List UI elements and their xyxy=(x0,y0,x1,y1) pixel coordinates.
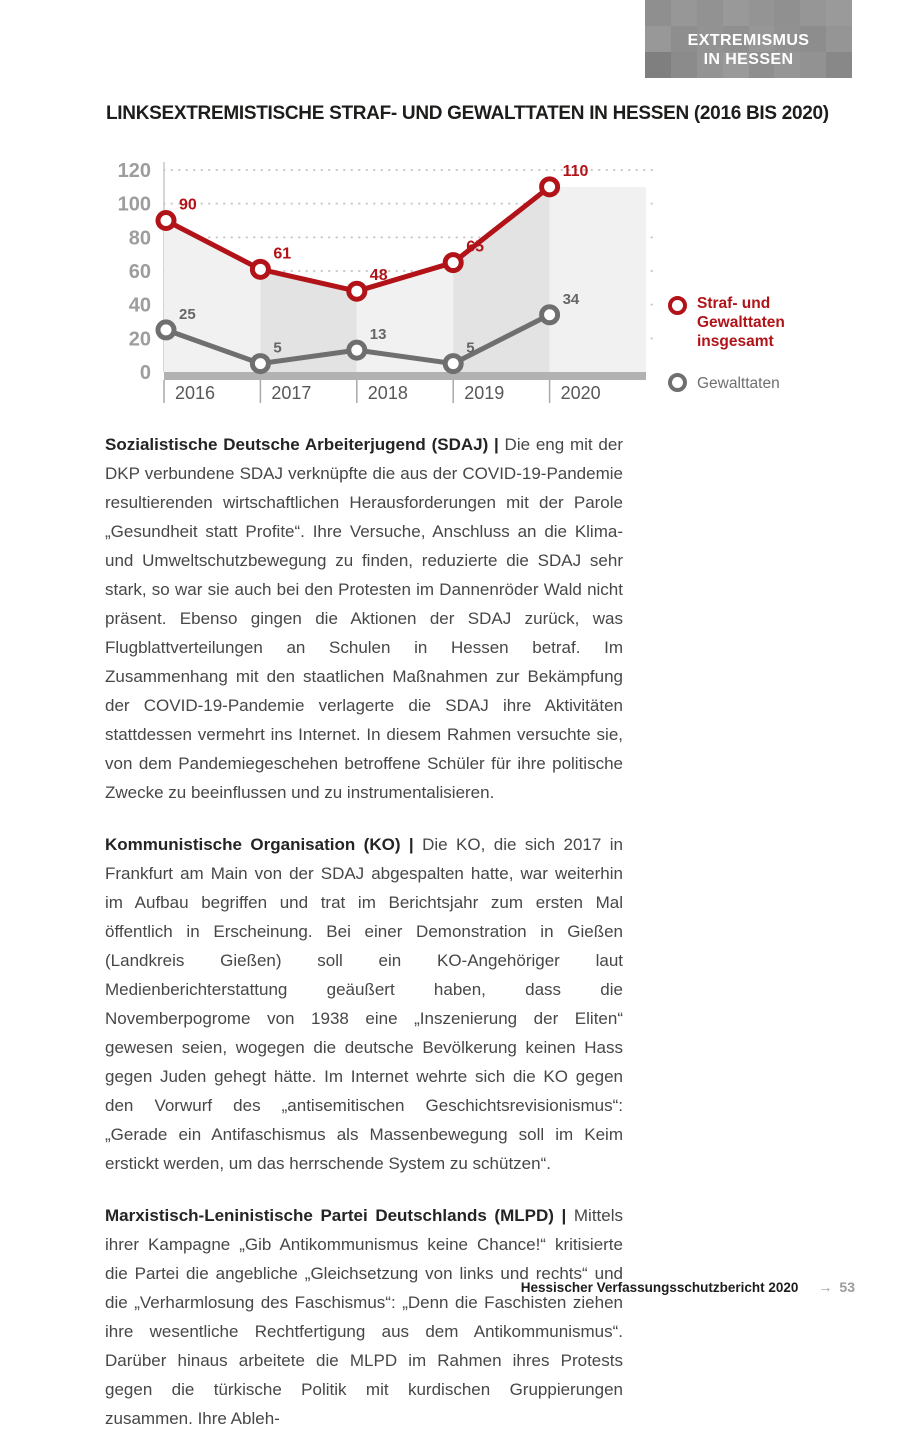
x-tick-label: 2020 xyxy=(560,383,601,403)
y-tick-label: 40 xyxy=(128,294,151,317)
extremismus-hessen-badge xyxy=(645,0,852,78)
paragraph-body: Mittels ihrer Kampagne „Gib Antikommunismus keine Chance!“ kritisierte die Partei die angebliche „Gleichsetzung von links und rechts“ und die „Verharmlosung des Faschismus“: „Denn die Faschisten ziehen ihre wesentliche Rechtfertigung aus dem Antikommunismus“. Darüber hinaus arbeitete die MLPD im Rahmen ihres Protests gegen die türkische Politik mit kurdischen Gruppierungen zusammen. Ihre Ableh- xyxy=(105,1206,623,1428)
area-band xyxy=(550,187,646,372)
chart-legend xyxy=(668,294,868,413)
y-tick-label: 100 xyxy=(117,193,151,216)
x-tick-label: 2019 xyxy=(464,383,505,403)
baseline-bar xyxy=(164,372,646,380)
data-point-marker xyxy=(445,356,461,372)
y-tick-label: 0 xyxy=(139,362,151,384)
paragraph xyxy=(105,430,623,807)
data-point-label: 13 xyxy=(369,326,387,344)
data-point-marker xyxy=(158,322,174,338)
data-point-marker xyxy=(252,356,268,372)
y-tick-label: 80 xyxy=(128,227,151,250)
data-point-marker xyxy=(252,261,268,277)
data-point-marker xyxy=(349,342,365,358)
legend-item-total xyxy=(668,294,868,351)
line-chart-svg xyxy=(100,146,660,408)
crime-chart xyxy=(100,146,660,408)
data-point-label: 61 xyxy=(273,245,292,263)
paragraph-lead: Kommunistische Organisation (KO) | xyxy=(105,835,423,854)
footer-page-number: 53 xyxy=(839,1279,855,1295)
paragraph-lead: Marxistisch-Leninistische Partei Deutschlands (MLPD) | xyxy=(105,1206,574,1225)
arrow-icon: → xyxy=(818,1279,833,1295)
body-text-column xyxy=(105,430,623,1456)
data-point-marker xyxy=(158,213,174,229)
footer-source: Hessischer Verfassungsschutzbericht 2020 xyxy=(520,1280,799,1295)
data-point-label: 25 xyxy=(179,305,196,323)
paragraph xyxy=(105,830,623,1178)
data-point-marker xyxy=(445,255,461,271)
data-point-label: 5 xyxy=(273,339,282,357)
data-point-marker xyxy=(542,307,558,323)
paragraph-body: Die eng mit der DKP verbundene SDAJ verknüpfte die aus der COVID-19-Pandemie resultierenden wirtschaftlichen Herausforderungen mit der Parole „Gesundheit statt Profite“. Ihre Versuche, Anschluss an die Klima- und Umweltschutzbewegung zu finden, reduzierte die SDAJ sehr stark, so war sie auch bei den Protesten im Dannenröder Wald nicht präsent. Ebenso gingen die Aktionen der SDAJ zurück, was Flugblattverteilungen an Schulen in Hessen betraf. Im Zusammenhang mit den staatlichen Maßnahmen zur Bekämpfung der COVID-19-Pandemie verlagerte die SDAJ ihre Aktivitäten stattdessen vermehrt ins Internet. In diesem Rahmen versuchte sie, von dem Pandemiegeschehen betroffene Schüler für ihre politische Zwecke zu beeinflussen und zu instrumentalisieren. xyxy=(105,435,623,802)
x-tick-label: 2016 xyxy=(175,383,216,403)
badge-title xyxy=(645,0,852,78)
badge-line-1: EXTREMISMUS xyxy=(687,32,810,49)
data-point-label: 110 xyxy=(562,162,589,180)
y-tick-label: 120 xyxy=(117,160,151,182)
footer-page xyxy=(818,1279,855,1295)
y-tick-label: 60 xyxy=(128,261,151,283)
legend-label-total: Straf- und Gewalttaten insgesamt xyxy=(697,295,785,350)
x-tick-label: 2017 xyxy=(271,383,312,403)
data-point-label: 90 xyxy=(179,196,197,214)
paragraph-lead: Sozialistische Deutsche Arbeiterjugend (SDAJ) | xyxy=(105,435,505,454)
paragraph-body: Die KO, die sich 2017 in Frankfurt am Main von der SDAJ abgespalten hatte, war weiterhin im Aufbau begriffen und trat im Berichtsjahr zum ersten Mal öffentlich in Erscheinung. Bei einer Demonstration in Gießen (Landkreis Gießen) soll ein KO-Angehöriger laut Medienberichterstattung geäußert haben, dass die Novemberpogrome von 1938 eine „Inszenierung der Eliten“ gewesen seien, wogegen die deutsche Bevölkerung keinen Hass gegen Juden gehegt hätte. Im Internet wehrte sich die KO gegen den Vorwurf des „antisemitischen Geschichtsrevisionismus“: „Gerade ein Antifaschismus als Massenbewegung soll im Keim erstickt werden, um das herrschende System zu schützen“. xyxy=(105,835,623,1173)
paragraph xyxy=(105,1201,623,1433)
legend-label-gewalttaten: Gewalttaten xyxy=(697,375,780,392)
data-point-label: 48 xyxy=(369,267,388,285)
data-point-marker xyxy=(349,283,365,299)
badge-line-2: IN HESSEN xyxy=(703,51,794,68)
data-point-label: 65 xyxy=(466,238,484,256)
chart-title: LINKSEXTREMISTISCHE STRAF- UND GEWALTTATEN IN HESSEN (2016 BIS 2020) xyxy=(106,103,829,124)
data-point-label: 34 xyxy=(562,290,580,308)
page-footer xyxy=(521,1279,855,1295)
y-tick-label: 20 xyxy=(128,328,151,351)
data-point-label: 5 xyxy=(466,339,475,357)
data-point-marker xyxy=(542,179,558,195)
x-tick-label: 2018 xyxy=(367,383,408,403)
gray-ring-icon xyxy=(668,373,687,392)
legend-item-gewalttaten xyxy=(668,371,868,393)
red-ring-icon xyxy=(668,296,687,315)
